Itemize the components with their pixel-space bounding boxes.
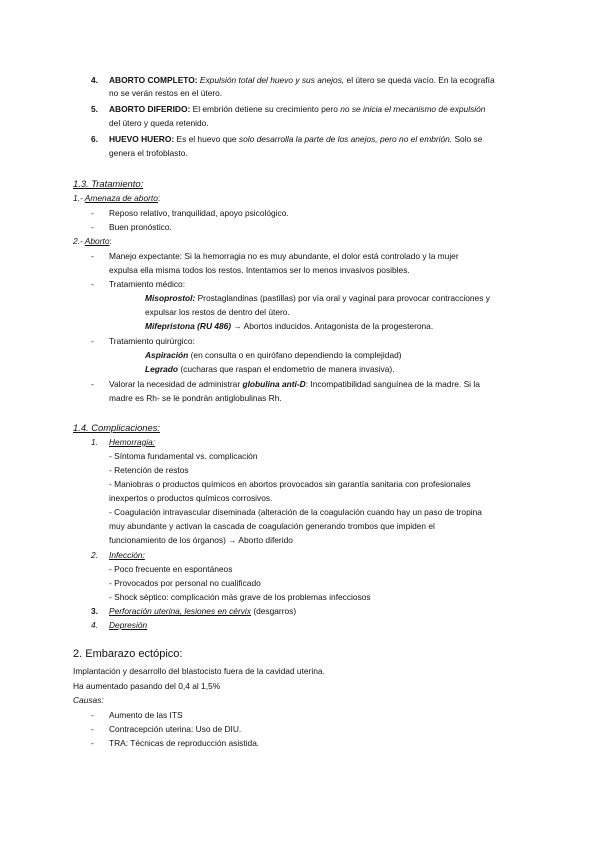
list-line: muy abundante y activan la cascada de coagulación generando trombos que impiden el xyxy=(109,521,435,531)
list-item-aborto-diferido xyxy=(109,103,485,117)
subheading-hemorragia: Hemorragia: xyxy=(109,437,156,447)
subheading-depresion: Depresión xyxy=(109,620,148,630)
bullet-dash: - xyxy=(91,724,94,734)
list-line: inexpertos o productos químicos corrosivos. xyxy=(109,493,273,503)
bullet-item: Reposo relativo, tranquilidad, apoyo psicológico. xyxy=(109,208,289,218)
bullet-item: Tratamiento médico: xyxy=(109,279,186,289)
subheading-aborto: 2.- Aborto: xyxy=(73,236,112,246)
bullet-dash: - xyxy=(91,279,94,289)
bullet-dash: - xyxy=(91,336,94,346)
list-line: - Provocados por personal no cualificado xyxy=(109,578,261,588)
procedure-legrado: Legrado (cucharas que raspan el endometrio de manera invasiva). xyxy=(145,364,395,374)
section-heading-complicaciones: 1.4. Complicaciones: xyxy=(73,422,161,433)
bullet-dash: - xyxy=(91,222,94,232)
term: HUEVO HUERO: xyxy=(109,134,175,144)
term: ABORTO COMPLETO: xyxy=(109,75,198,85)
text: Solo se xyxy=(454,134,483,144)
list-line: - Shock séptico: complicación más grave de los problemas infecciosos xyxy=(109,592,371,602)
paragraph-line: Ha aumentado pasando del 0,4 al 1,5% xyxy=(73,681,221,691)
list-line: - Síntoma fundamental vs. complicación xyxy=(109,451,258,461)
list-line: funcionamiento de los órganos) → Aborto diferido xyxy=(109,535,293,545)
bullet-item: TRA: Técnicas de reproducción asistida. xyxy=(109,738,260,748)
bullet-item: Buen pronóstico. xyxy=(109,222,172,232)
bullet-dash: - xyxy=(91,710,94,720)
text: El embrión detiene su crecimiento pero xyxy=(192,104,338,114)
italic-text: Expulsión total del huevo y sus anejos, xyxy=(199,75,345,85)
bullet-item: Manejo expectante: Si la hemorragia no es muy abundante, el dolor está controlado y la mujer xyxy=(109,251,459,261)
bullet-item-line: expulsa ella misma todos los restos. Intentamos ser lo menos invasivos posibles. xyxy=(109,265,410,275)
term: ABORTO DIFERIDO: xyxy=(109,104,191,114)
list-number: 5. xyxy=(91,104,98,114)
list-item-line: no se verán restos en el útero. xyxy=(109,88,223,98)
list-number: 3. xyxy=(91,606,98,616)
list-item-huevo-huero xyxy=(109,133,482,147)
subheading-infeccion: Infección: xyxy=(109,550,145,560)
list-item-line: genera el trofoblasto. xyxy=(109,148,188,158)
bullet-item-line: madre es Rh- se le pondrán antiglobulinas Rh. xyxy=(109,393,282,403)
list-item-line: del útero y queda retenido. xyxy=(109,118,209,128)
bullet-item-globulina: Valorar la necesidad de administrar globulina anti-D: Incompatibilidad sanguínea de la madre. Si la xyxy=(109,379,480,389)
text: Es el huevo que xyxy=(176,134,237,144)
list-number: 4. xyxy=(91,75,98,85)
list-line: - Poco frecuente en espontáneos xyxy=(109,564,233,574)
list-item-aborto-completo xyxy=(109,74,495,88)
section-heading-ectopico: 2. Embarazo ectópico: xyxy=(73,648,183,660)
section-heading-tratamiento: 1.3. Tratamiento: xyxy=(73,178,144,189)
bullet-item: Tratamiento quirúrgico: xyxy=(109,336,195,346)
italic-text: solo desarrolla la parte de los anejos, pero no el embrión. xyxy=(238,134,453,144)
bullet-item: Contracepción uterina: Uso de DIU. xyxy=(109,724,242,734)
italic-text: no se inicia el mecanismo de expulsión xyxy=(340,104,486,114)
list-number: 6. xyxy=(91,134,98,144)
subheading-amenaza: 1.- Amenaza de aborto: xyxy=(73,193,161,203)
list-line: - Coagulación intravascular diseminada (alteración de la coagulación cuando hay un paso de tropina xyxy=(109,507,482,517)
list-number: 4. xyxy=(91,620,98,630)
text: el útero se queda vacío. En la ecografía xyxy=(346,75,495,85)
list-line: - Maniobras o productos químicos en abortos provocados sin garantía sanitaria con profesionales xyxy=(109,479,471,489)
drug-misoprostol: Misoprostol: Prostaglandinas (pastillas) por vía oral y vaginal para provocar contracciones y xyxy=(145,293,490,303)
list-number: 2. xyxy=(91,550,98,560)
drug-line: expulsar los restos de dentro del útero. xyxy=(145,307,290,317)
list-number: 1. xyxy=(91,437,98,447)
bullet-item: Aumento de las ITS xyxy=(109,710,183,720)
causas-label: Causas: xyxy=(73,695,104,705)
drug-mifepristona: Mifepristona (RU 486) → Abortos inducidos. Antagonista de la progesterona. xyxy=(145,321,434,331)
list-line: - Retención de restos xyxy=(109,465,189,475)
bullet-dash: - xyxy=(91,208,94,218)
bullet-dash: - xyxy=(91,379,94,389)
subheading-perforacion: Perforación uterina, lesiones en cérvix (desgarros) xyxy=(109,606,297,616)
bullet-dash: - xyxy=(91,738,94,748)
paragraph-line: Implantación y desarrollo del blastocisto fuera de la cavidad uterina. xyxy=(73,666,325,676)
bullet-dash: - xyxy=(91,251,94,261)
procedure-aspiracion: Aspiración (en consulta o en quirófano dependiendo la complejidad) xyxy=(145,350,402,360)
